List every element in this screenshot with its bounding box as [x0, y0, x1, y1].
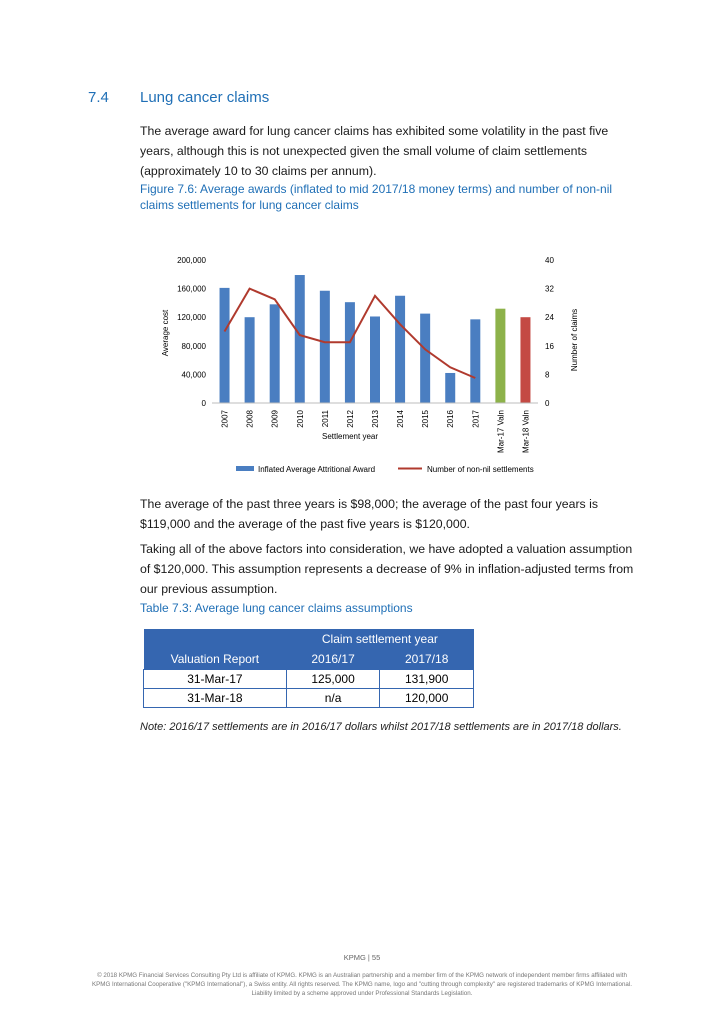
x-tick-label: 2013 — [371, 410, 380, 428]
table-cell: 131,900 — [380, 670, 474, 689]
y-tick-label: 80,000 — [181, 341, 206, 351]
y-tick-label: 40,000 — [181, 370, 206, 380]
table-header-2017-18: 2017/18 — [380, 649, 474, 670]
section-number: 7.4 — [88, 89, 109, 106]
y2-tick-label: 0 — [545, 399, 550, 408]
x-tick-label: 2014 — [396, 410, 406, 428]
x-tick-label: 2017 — [471, 410, 481, 428]
y2-tick-label: 16 — [545, 341, 554, 351]
section-title: Lung cancer claims — [140, 89, 270, 106]
x-tick-label: 2015 — [421, 410, 431, 428]
table-cell: 125,000 — [286, 670, 380, 689]
y2-axis-title: Number of claims — [570, 308, 579, 372]
bar — [520, 317, 530, 403]
y2-tick-label: 8 — [545, 370, 550, 380]
y2-tick-label: 40 — [545, 256, 554, 265]
paragraph-intro: The average award for lung cancer claims has exhibited some volatility in the past five years, although this is not unexpected given the small volume of claim settlements (approximately 10 to 30 claims per annum). — [140, 124, 609, 178]
y-tick-label: 160,000 — [177, 284, 206, 294]
table-group-header: Claim settlement year — [286, 629, 473, 649]
y2-tick-label: 32 — [545, 284, 554, 294]
table-header-row — [144, 649, 474, 670]
x-tick-label: 2008 — [245, 410, 255, 428]
x-tick-label: Mar-18 Valn — [521, 410, 531, 453]
table-caption: Table 7.3: Average lung cancer claims assumptions — [140, 601, 413, 615]
bar — [395, 296, 405, 403]
footer-disclaimer: © 2018 KPMG Financial Services Consulting Pty Ltd is affiliate of KPMG. KPMG is an Australian partnership and a member firm of the KPMG network of independent member firms affiliated with KPMG International Cooperative ("KPMG International"), a Swiss entity. All rights reserved. The KPMG name, logo and "cutting through complexity" are registered trademarks of KPMG International. Liability limited by a scheme approved under Professional Standards Legislation. — [92, 972, 632, 997]
x-tick-label: 2011 — [320, 410, 330, 428]
table-cell: 120,000 — [380, 689, 474, 708]
bar — [345, 302, 355, 403]
table-row — [144, 670, 474, 689]
figure-caption: Figure 7.6: Average awards (inflated to mid 2017/18 money terms) and number of non-nil claims settlements for lung cancer claims — [140, 182, 613, 212]
paragraph-assumption: Taking all of the above factors into consideration, we have adopted a valuation assumption of $120,000. This assumption represents a decrease of 9% in inflation-adjusted terms from our previous assumption. — [140, 542, 634, 596]
paragraph-averages: The average of the past three years is $98,000; the average of the past four years is $119,000 and the average of the past five years is $120,000. — [140, 497, 598, 531]
x-axis-title: Settlement year — [321, 432, 379, 441]
legend-line-label: Number of non-nil settlements — [427, 465, 534, 474]
table-cell: 31-Mar-17 — [144, 670, 287, 689]
legend-bar-label: Inflated Average Attritional Award — [258, 465, 376, 474]
x-tick-label: 2012 — [345, 410, 355, 428]
x-tick-label: 2009 — [270, 410, 280, 428]
table-header-valuation-report: Valuation Report — [144, 649, 287, 670]
table-header-2016-17: 2016/17 — [286, 649, 380, 670]
bar — [220, 288, 230, 403]
bar — [470, 319, 480, 403]
x-tick-label: 2010 — [295, 410, 305, 428]
table-row — [144, 689, 474, 708]
table-cell: n/a — [286, 689, 380, 708]
y2-tick-label: 24 — [545, 313, 554, 323]
y-tick-label: 120,000 — [177, 313, 206, 323]
bar — [370, 316, 380, 403]
x-tick-label: 2016 — [446, 410, 456, 428]
table-cell: 31-Mar-18 — [144, 689, 287, 708]
legend-bar-swatch — [236, 466, 254, 471]
assumptions-table — [143, 629, 474, 708]
bar — [295, 275, 305, 403]
table-group-header-row — [144, 629, 474, 649]
x-tick-label: 2007 — [220, 410, 230, 428]
page-number: KPMG | 55 — [343, 953, 381, 962]
bar — [320, 291, 330, 403]
bar — [270, 304, 280, 403]
table-note: Note: 2016/17 settlements are in 2016/17 dollars whilst 2017/18 settlements are in 2017/18 dollars. — [140, 721, 622, 733]
table-header-blank — [144, 629, 287, 649]
y-axis-title: Average cost — [161, 309, 170, 357]
bar — [495, 309, 505, 403]
y-tick-label: 200,000 — [177, 256, 206, 265]
x-tick-label: Mar-17 Valn — [496, 410, 506, 453]
bar — [245, 317, 255, 403]
bar — [445, 373, 455, 403]
claims-chart — [150, 248, 580, 478]
bar — [420, 314, 430, 403]
y-tick-label: 0 — [201, 399, 206, 408]
